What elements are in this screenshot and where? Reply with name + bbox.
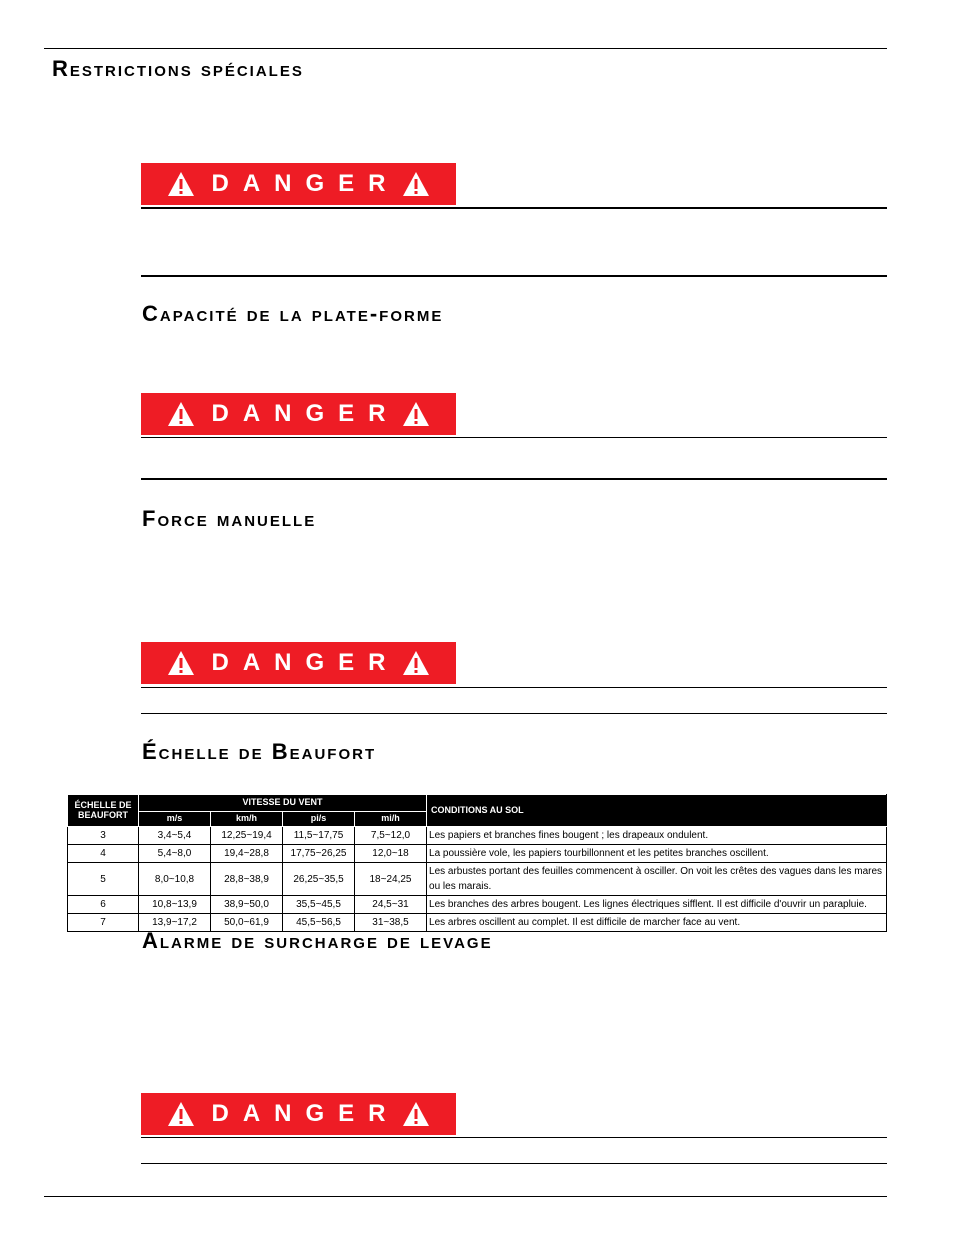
cell-conditions: Les arbres oscillent au complet. Il est difficile de marcher face au vent. [427, 914, 887, 932]
warning-triangle-icon [167, 650, 195, 676]
warning-triangle-icon [402, 171, 430, 197]
danger-banner [141, 393, 456, 435]
danger-label: DANGER [211, 1100, 400, 1127]
cell-conditions: Les papiers et branches fines bougent ; les drapeaux ondulent. [427, 827, 887, 845]
cell-kmh: 38,9~50,0 [211, 896, 283, 914]
danger-rule [141, 687, 887, 688]
warning-triangle-icon [402, 650, 430, 676]
beaufort-table [67, 794, 887, 932]
cell-kmh: 28,8~38,9 [211, 863, 283, 896]
cell-scale: 6 [68, 896, 139, 914]
cell-scale: 3 [68, 827, 139, 845]
cell-ms: 8,0~10,8 [139, 863, 211, 896]
cell-fts: 17,75~26,25 [283, 845, 355, 863]
header-conditions: CONDITIONS AU SOL [427, 795, 887, 827]
section-title-force: Force manuelle [142, 506, 317, 531]
cell-kmh: 19,4~28,8 [211, 845, 283, 863]
danger-banner [141, 642, 456, 684]
cell-fts: 11,5~17,75 [283, 827, 355, 845]
cell-kmh: 12,25~19,4 [211, 827, 283, 845]
section-title-restrictions: Restrictions spéciales [52, 56, 304, 81]
danger-label: DANGER [211, 400, 400, 427]
table-row [68, 863, 887, 896]
cell-fts: 45,5~56,5 [283, 914, 355, 932]
danger-label: DANGER [211, 649, 400, 676]
cell-ms: 3,4~5,4 [139, 827, 211, 845]
danger-banner [141, 1093, 456, 1135]
warning-triangle-icon [167, 171, 195, 197]
header-speed: VITESSE DU VENT [139, 795, 427, 812]
cell-conditions: Les branches des arbres bougent. Les lignes électriques sifflent. Il est difficile d'ouvrir un parapluie. [427, 896, 887, 914]
cell-scale: 7 [68, 914, 139, 932]
cell-ms: 13,9~17,2 [139, 914, 211, 932]
warning-triangle-icon [402, 401, 430, 427]
header-unit-fts: pi/s [283, 812, 355, 827]
header-unit-ms: m/s [139, 812, 211, 827]
cell-conditions: Les arbustes portant des feuilles commencent à osciller. On voit les crêtes des vagues dans les mares ou les marais. [427, 863, 887, 896]
table-row [68, 896, 887, 914]
danger-label: DANGER [211, 170, 400, 197]
table-row [68, 845, 887, 863]
warning-triangle-icon [167, 1101, 195, 1127]
header-scale: ÉCHELLE DE BEAUFORT [68, 795, 139, 827]
section-title-beaufort: Échelle de Beaufort [142, 739, 377, 764]
cell-ms: 10,8~13,9 [139, 896, 211, 914]
section-rule [141, 275, 887, 277]
danger-rule [141, 437, 887, 438]
cell-scale: 5 [68, 863, 139, 896]
danger-rule [141, 207, 887, 209]
bottom-rule [44, 1196, 887, 1197]
warning-triangle-icon [402, 1101, 430, 1127]
section-title-capacite: Capacité de la plate-forme [142, 301, 444, 326]
section-rule [141, 478, 887, 480]
section-title-alarme: Alarme de surcharge de levage [142, 928, 493, 953]
danger-banner [141, 163, 456, 205]
header-unit-mph: mi/h [355, 812, 427, 827]
section-rule [141, 713, 887, 714]
cell-mph: 12,0~18 [355, 845, 427, 863]
cell-conditions: La poussière vole, les papiers tourbillonnent et les petites branches oscillent. [427, 845, 887, 863]
cell-mph: 31~38,5 [355, 914, 427, 932]
cell-scale: 4 [68, 845, 139, 863]
table-row [68, 827, 887, 845]
cell-kmh: 50,0~61,9 [211, 914, 283, 932]
top-rule [44, 48, 887, 49]
header-unit-kmh: km/h [211, 812, 283, 827]
cell-mph: 7,5~12,0 [355, 827, 427, 845]
section-rule [141, 1163, 887, 1164]
cell-ms: 5,4~8,0 [139, 845, 211, 863]
cell-fts: 35,5~45,5 [283, 896, 355, 914]
danger-rule [141, 1137, 887, 1138]
cell-mph: 18~24,25 [355, 863, 427, 896]
cell-fts: 26,25~35,5 [283, 863, 355, 896]
warning-triangle-icon [167, 401, 195, 427]
cell-mph: 24,5~31 [355, 896, 427, 914]
